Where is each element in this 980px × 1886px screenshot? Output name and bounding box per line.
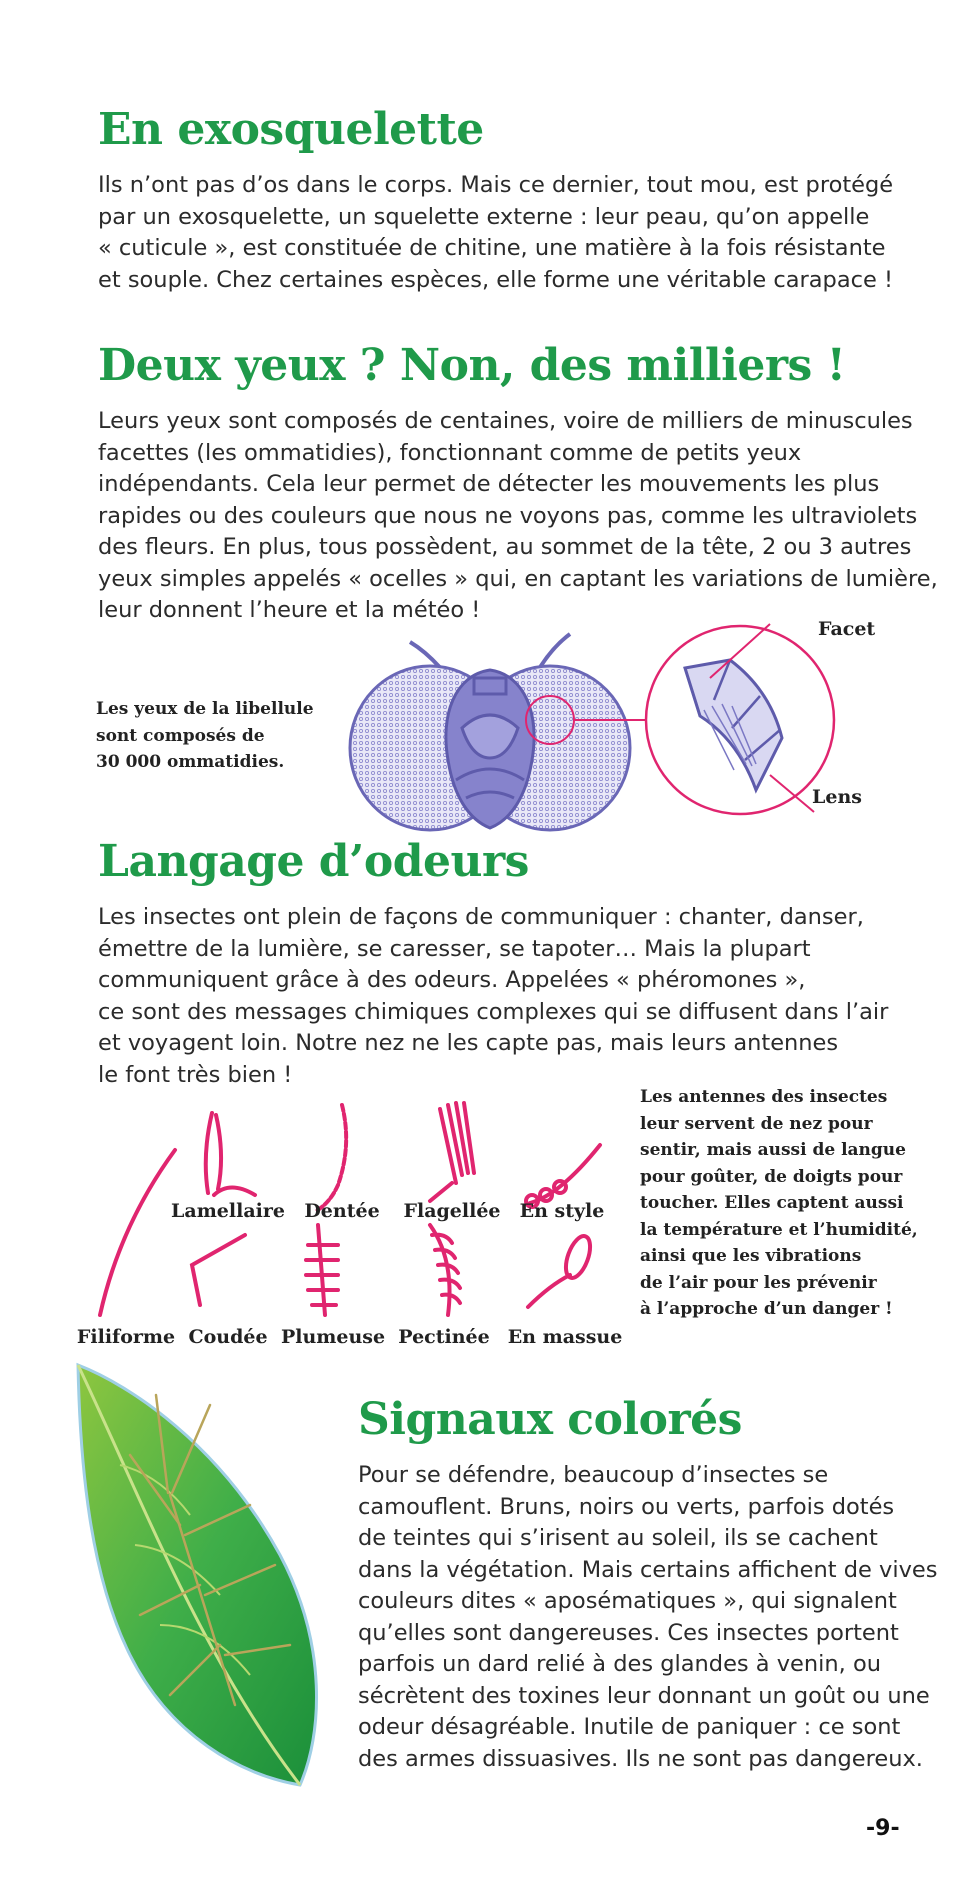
facet-label: Facet — [818, 618, 876, 640]
caption-line: toucher. Elles captent aussi — [640, 1193, 904, 1213]
text-line: Leurs yeux sont composés de centaines, voire de milliers de minuscules — [98, 408, 913, 434]
text-line: et souple. Chez certaines espèces, elle forme une véritable carapace ! — [98, 266, 894, 293]
caption-line: leur servent de nez pour — [640, 1113, 873, 1134]
antenna-label-coudee: Coudée — [188, 1326, 268, 1348]
text-line: de teintes qui s’irisent au soleil, ils se cachent — [358, 1525, 878, 1551]
caption-line: sentir, mais aussi de langue — [640, 1140, 906, 1160]
caption-line: Les yeux de la libellule — [96, 699, 314, 719]
antenna-label-pectinee: Pectinée — [398, 1326, 490, 1348]
text-line: couleurs dites « aposématiques », qui signalent — [358, 1588, 897, 1614]
en-massue-antenna-drawing — [528, 1275, 570, 1307]
caption-line: pour goûter, de doigts pour — [640, 1166, 903, 1187]
text-line: indépendants. Cela leur permet de détecter les mouvements les plus — [98, 471, 880, 497]
facet-zoom-circle — [646, 624, 834, 814]
antennae-caption — [640, 1084, 918, 1323]
section-text-odeurs — [98, 902, 888, 1091]
pectinee-antenna-drawing — [430, 1225, 460, 1315]
antenna-label-dentee: Dentée — [304, 1200, 380, 1222]
section-title-signaux: Signaux colorés — [358, 1394, 742, 1445]
section-title-odeurs: Langage d’odeurs — [98, 836, 529, 887]
section-text-exosquelette — [98, 170, 893, 296]
text-line: qu’elles sont dangereuses. Ces insectes portent — [358, 1619, 899, 1646]
flagellee-antenna-drawing — [430, 1103, 474, 1201]
text-line: émettre de la lumière, se caresser, se tapoter… Mais la plupart — [98, 935, 811, 962]
text-line: des armes dissuasives. Ils ne sont pas dangereux. — [358, 1745, 923, 1772]
section-text-signaux — [358, 1460, 937, 1775]
section-title-exosquelette: En exosquelette — [98, 104, 484, 155]
caption-line: la température et l’humidité, — [640, 1219, 918, 1240]
text-line: rapides ou des couleurs que nous ne voyons pas, comme les ultraviolets — [98, 502, 918, 529]
antenna-label-lamellaire: Lamellaire — [171, 1200, 285, 1222]
text-line: et voyagent loin. Notre nez ne les capte pas, mais leurs antennes — [98, 1030, 839, 1056]
antenna-label-en-massue: En massue — [507, 1326, 623, 1348]
section-text-yeux — [98, 406, 938, 627]
text-line: odeur désagréable. Inutile de paniquer : ce sont — [358, 1714, 901, 1740]
text-line: Ils n’ont pas d’os dans le corps. Mais ce dernier, tout mou, est protégé — [98, 172, 894, 198]
caption-line: de l’air pour les prévenir — [640, 1272, 877, 1293]
caption-line: à l’approche d’un danger ! — [640, 1299, 893, 1319]
dragonfly-eye-diagram — [340, 620, 860, 840]
caption-line: sont composés de — [96, 725, 265, 746]
text-line: ce sont des messages chimiques complexes qui se diffusent dans l’air — [98, 998, 889, 1025]
antenna-label-plumeuse: Plumeuse — [280, 1326, 386, 1348]
antenna-label-filiforme: Filiforme — [76, 1326, 176, 1348]
stick-insect-leaf-illustration — [60, 1355, 340, 1795]
plumeuse-antenna-drawing — [306, 1225, 338, 1315]
text-line: par un exosquelette, un squelette externe : leur peau, qu’on appelle — [98, 203, 870, 230]
dragonfly-caption — [96, 696, 314, 776]
text-line: Les insectes ont plein de façons de communiquer : chanter, danser, — [98, 904, 864, 930]
text-line: Pour se défendre, beaucoup d’insectes se — [358, 1462, 829, 1488]
caption-line: ainsi que les vibrations — [640, 1246, 862, 1266]
text-line: sécrètent des toxines leur donnant un goût ou une — [358, 1682, 930, 1709]
text-line: parfois un dard relié à des glandes à venin, ou — [358, 1651, 881, 1677]
text-line: communiquent grâce à des odeurs. Appelées « phéromones », — [98, 967, 806, 993]
text-line: facettes (les ommatidies), fonctionnant comme de petits yeux — [98, 439, 802, 466]
caption-line: Les antennes des insectes — [640, 1087, 888, 1107]
text-line: dans la végétation. Mais certains affichent de vives — [358, 1556, 938, 1583]
page-number: -9- — [866, 1816, 900, 1841]
dentee-antenna-drawing — [316, 1105, 346, 1211]
text-line: yeux simples appelés « ocelles » qui, en captant les variations de lumière, — [98, 565, 938, 592]
lamellaire-antenna-drawing — [206, 1113, 255, 1195]
antenna-label-flagellee: Flagellée — [403, 1200, 501, 1222]
text-line: camouflent. Bruns, noirs ou verts, parfois dotés — [358, 1493, 895, 1520]
caption-line: 30 000 ommatidies. — [96, 752, 285, 772]
text-line: leur donnent l’heure et la météo ! — [98, 597, 481, 623]
antenna-label-en-style: En style — [519, 1200, 605, 1222]
dragonfly-head-illustration — [350, 634, 630, 830]
lens-label: Lens — [812, 786, 862, 808]
section-title-yeux: Deux yeux ? Non, des milliers ! — [98, 340, 846, 391]
text-line: des fleurs. En plus, tous possèdent, au sommet de la tête, 2 ou 3 autres — [98, 534, 912, 560]
coudee-antenna-drawing — [192, 1235, 245, 1305]
text-line: « cuticule », est constituée de chitine, une matière à la fois résistante — [98, 235, 886, 261]
filiforme-antenna-drawing — [100, 1150, 175, 1315]
text-line: le font très bien ! — [98, 1061, 293, 1088]
